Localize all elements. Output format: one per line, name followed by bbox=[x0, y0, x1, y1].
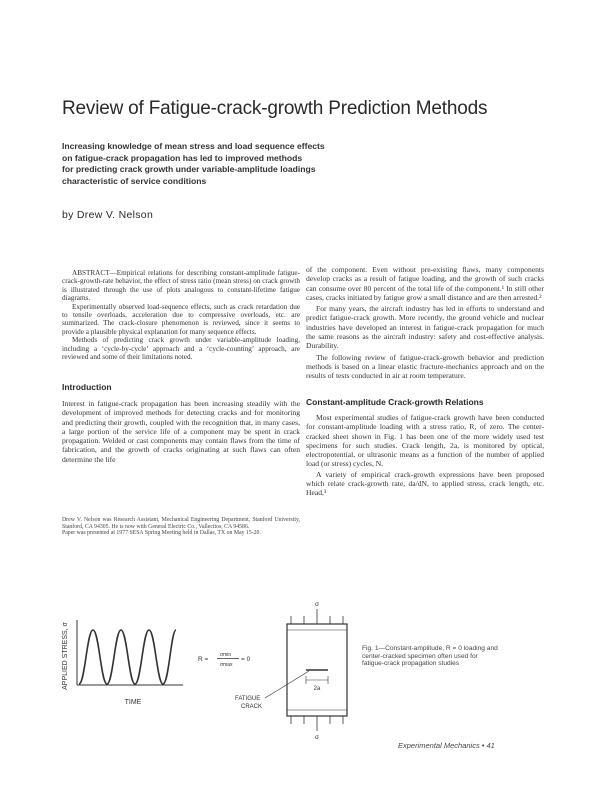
intro-paragraph: Interest in fatigue-crack propagation has been increasing steadily with the development of improved methods for detecting cracks and for monitoring and predicting their growth, coupled with the recognition that, in many cases, a large portion of the service life of a component may be spent in crack propagation. Welded or cast components may contain flaws from the time of fabrication, and the growth of cracks originating at such flaws can often determine the life bbox=[62, 399, 300, 464]
bottom-sigma-label: σ bbox=[314, 734, 320, 740]
intro-body bbox=[62, 399, 300, 464]
subtitle-line: on fatigue-crack propagation has led to improved methods bbox=[62, 152, 303, 163]
top-sigma-label: σ bbox=[314, 601, 320, 608]
r-numerator: σmin bbox=[220, 652, 232, 658]
author-byline: by Drew V. Nelson bbox=[62, 209, 154, 221]
footnote-line: Drew V. Nelson was Research Assistant, Mechanical Engineering Department, Stanford University, Stanford, CA 94305. He is now with General Electric Co., Vallecitos, CA 94586. bbox=[62, 517, 300, 530]
top-load-arrows bbox=[291, 616, 343, 624]
center-cracked-specimen bbox=[235, 601, 347, 740]
subtitle-line: characteristic of service conditions bbox=[62, 175, 207, 186]
bottom-load-arrows bbox=[291, 716, 343, 724]
section-paragraph: Most experimental studies of fatigue-crack growth have been conducted for constant-amplitude loading with a stress ratio, R, of zero. The center-cracked sheet shown in Fig. 1 has been one of the more widely used test specimens for such studies. Crack length, 2a, is monitored by optical, electropotential, or ultrasonic means as a function of the number of applied load (or stress) cycles, N. bbox=[306, 413, 544, 469]
subtitle-line: for predicting crack growth under variable-amplitude loadings bbox=[62, 164, 316, 175]
section-heading: Constant-amplitude Crack-growth Relations bbox=[306, 397, 484, 407]
section-paragraph: A variety of empirical crack-growth expressions have been proposed which relate crack-growth rate, da/dN, to applied stress, crack length, etc. Head,³ bbox=[306, 469, 544, 498]
article-title: Review of Fatigue-crack-growth Prediction Methods bbox=[62, 98, 488, 119]
section-body bbox=[306, 413, 544, 498]
r-label: R = bbox=[198, 656, 209, 663]
body-paragraph: For many years, the aircraft industry has led in efforts to understand and predict fatigue-crack growth. More recently, the ground vehicle and nuclear industries have developed an interest in fatigue-crack propagation for much the same reasons as the aircraft industry: safety and cost-effective analysis. Durability. bbox=[306, 304, 544, 351]
abstract-paragraph: Methods of predicting crack growth under variable-amplitude loading, including a ‘cycle-by-cycle’ approach and a ‘cycle-counting’ approach, are reviewed and some of their limitations noted. bbox=[62, 336, 300, 362]
author-footnote bbox=[62, 517, 300, 537]
body-paragraph: The following review of fatigue-crack-growth behavior and prediction methods is based on a linear elastic fracture-mechanics approach and on the results of tests conducted in air at room temperature. bbox=[306, 352, 544, 381]
y-axis-label: APPLIED STRESS, σ bbox=[62, 622, 69, 690]
crack-length-label: 2a bbox=[313, 686, 321, 692]
sine-load-curve bbox=[79, 630, 176, 684]
figure-caption: Fig. 1—Constant-amplitude, R = 0 loading and center-cracked specimen often used for fatigue-crack propagation studies bbox=[362, 645, 498, 668]
x-axis-label: TIME bbox=[124, 699, 142, 706]
r-value: = 0 bbox=[241, 656, 251, 663]
intro-heading: Introduction bbox=[62, 382, 112, 392]
footnote-line: Paper was presented at 1977 SESA Spring Meeting held in Dallas, TX on May 15-20. bbox=[62, 530, 261, 537]
abstract-paragraph: ABSTRACT—Empirical relations for describing constant-amplitude fatigue-crack-growth-rate behavior, the effect of stress ratio (mean stress) on crack growth is illustrated through the use of plots analogous to constant-lifetime fatigue diagrams. bbox=[62, 269, 300, 303]
abstract bbox=[62, 269, 300, 361]
abstract-paragraph: Experimentally observed load-sequence effects, such as crack retardation due to tensile overloads, acceleration due to compressive overloads, etc. are summarized. The crack-closure phenomenon is reviewed, since it seems to provide a plausible physical explanation for many sequence effects. bbox=[62, 302, 300, 336]
subtitle-line: Increasing knowledge of mean stress and load sequence effects bbox=[62, 141, 325, 151]
subtitle bbox=[62, 141, 362, 187]
page-footer: Experimental Mechanics • 41 bbox=[398, 741, 495, 750]
fatigue-crack-label: CRACK bbox=[241, 704, 263, 710]
right-column-body bbox=[306, 265, 544, 381]
fatigue-crack-label: FATIGUE bbox=[235, 696, 261, 702]
body-paragraph: of the component. Even without pre-existing flaws, many components develop cracks as a result of fatigue loading, and the growth of such cracks can consume over 80 percent of the total life of the component.¹ In still other cases, cracks initiated by fatigue grow a small distance and are then arrested.² bbox=[306, 265, 544, 302]
stress-time-plot bbox=[62, 620, 183, 706]
r-denominator: σmax bbox=[220, 662, 233, 668]
stress-ratio-formula bbox=[198, 652, 251, 668]
figure-1 bbox=[55, 590, 365, 740]
